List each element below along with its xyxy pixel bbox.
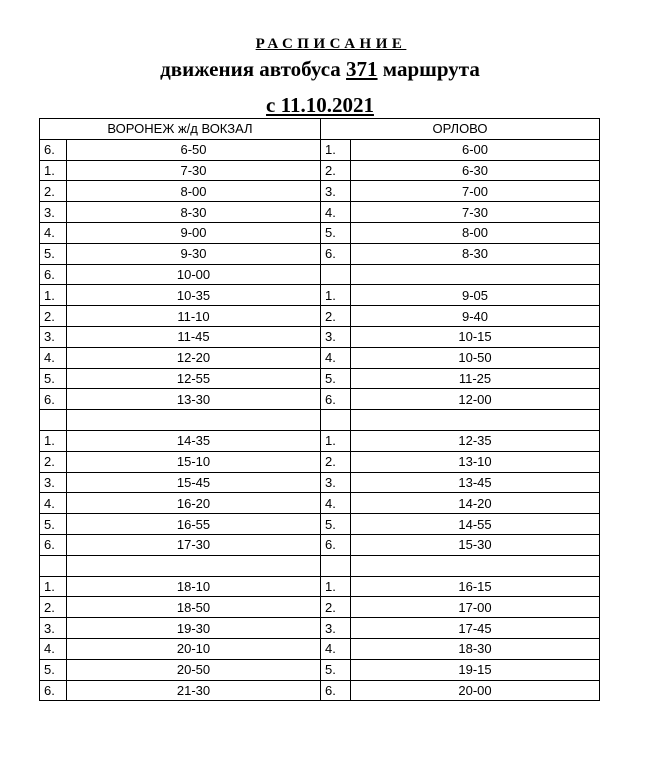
left-departure-time: 20-50	[67, 659, 321, 680]
table-row	[40, 347, 600, 368]
left-trip-number: 5.	[40, 659, 67, 680]
right-trip-number: 5.	[321, 222, 351, 243]
table-row	[40, 326, 600, 347]
left-trip-number: 5.	[40, 243, 67, 264]
column-header-voronezh: ВОРОНЕЖ ж/д ВОКЗАЛ	[40, 119, 321, 140]
left-departure-time: 17-30	[67, 534, 321, 555]
left-trip-number: 6.	[40, 139, 67, 160]
right-trip-number: 6.	[321, 534, 351, 555]
effective-date-text: с 11.10.2021	[266, 93, 374, 117]
left-trip-number: 3.	[40, 202, 67, 223]
left-departure-time: 20-10	[67, 638, 321, 659]
left-departure-time: 9-30	[67, 243, 321, 264]
right-departure-time: 19-15	[351, 659, 600, 680]
left-trip-number: 4.	[40, 347, 67, 368]
left-departure-time: 7-30	[67, 160, 321, 181]
right-departure-time: 8-30	[351, 243, 600, 264]
left-trip-number: 6.	[40, 680, 67, 701]
right-trip-number: 2.	[321, 306, 351, 327]
right-departure-time: 6-30	[351, 160, 600, 181]
page-title	[0, 36, 662, 53]
left-trip-number	[40, 410, 67, 431]
right-trip-number: 6.	[321, 389, 351, 410]
subtitle-prefix: движения автобуса	[160, 57, 347, 81]
right-trip-number: 2.	[321, 597, 351, 618]
left-departure-time: 12-20	[67, 347, 321, 368]
right-departure-time: 20-00	[351, 680, 600, 701]
left-trip-number: 6.	[40, 389, 67, 410]
right-departure-time: 17-00	[351, 597, 600, 618]
right-trip-number: 3.	[321, 472, 351, 493]
table-row	[40, 597, 600, 618]
left-departure-time: 8-30	[67, 202, 321, 223]
right-departure-time: 8-00	[351, 222, 600, 243]
left-trip-number: 3.	[40, 618, 67, 639]
left-departure-time: 11-45	[67, 326, 321, 347]
table-row	[40, 368, 600, 389]
left-departure-time: 15-10	[67, 451, 321, 472]
right-trip-number: 5.	[321, 514, 351, 535]
table-row	[40, 451, 600, 472]
right-trip-number: 4.	[321, 202, 351, 223]
table-row	[40, 472, 600, 493]
left-trip-number: 4.	[40, 638, 67, 659]
route-subtitle	[0, 57, 651, 82]
right-departure-time: 9-40	[351, 306, 600, 327]
left-departure-time: 18-50	[67, 597, 321, 618]
left-trip-number: 2.	[40, 451, 67, 472]
right-departure-time: 15-30	[351, 534, 600, 555]
right-departure-time: 6-00	[351, 139, 600, 160]
right-trip-number: 3.	[321, 326, 351, 347]
right-departure-time: 7-30	[351, 202, 600, 223]
table-row	[40, 618, 600, 639]
right-departure-time: 13-45	[351, 472, 600, 493]
left-trip-number: 3.	[40, 326, 67, 347]
right-departure-time: 17-45	[351, 618, 600, 639]
right-departure-time: 13-10	[351, 451, 600, 472]
table-row	[40, 430, 600, 451]
right-departure-time: 18-30	[351, 638, 600, 659]
right-departure-time: 10-50	[351, 347, 600, 368]
table-row	[40, 139, 600, 160]
table-row	[40, 514, 600, 535]
left-trip-number: 1.	[40, 285, 67, 306]
right-trip-number: 3.	[321, 618, 351, 639]
left-trip-number: 5.	[40, 368, 67, 389]
right-departure-time: 7-00	[351, 181, 600, 202]
right-departure-time: 16-15	[351, 576, 600, 597]
left-departure-time: 18-10	[67, 576, 321, 597]
right-departure-time: 14-20	[351, 493, 600, 514]
left-departure-time: 9-00	[67, 222, 321, 243]
right-trip-number: 1.	[321, 576, 351, 597]
table-row	[40, 389, 600, 410]
left-trip-number: 6.	[40, 264, 67, 285]
effective-date	[0, 93, 651, 118]
right-trip-number: 1.	[321, 285, 351, 306]
right-trip-number: 4.	[321, 347, 351, 368]
right-trip-number: 4.	[321, 493, 351, 514]
left-trip-number: 1.	[40, 430, 67, 451]
table-row	[40, 659, 600, 680]
table-row	[40, 493, 600, 514]
left-trip-number: 2.	[40, 306, 67, 327]
table-row	[40, 222, 600, 243]
table-row	[40, 555, 600, 576]
subtitle-suffix: маршрута	[377, 57, 480, 81]
left-departure-time	[67, 410, 321, 431]
right-trip-number: 4.	[321, 638, 351, 659]
left-trip-number	[40, 555, 67, 576]
left-departure-time: 12-55	[67, 368, 321, 389]
right-departure-time: 12-35	[351, 430, 600, 451]
left-departure-time: 10-00	[67, 264, 321, 285]
table-row	[40, 264, 600, 285]
table-row	[40, 306, 600, 327]
left-trip-number: 3.	[40, 472, 67, 493]
left-trip-number: 4.	[40, 493, 67, 514]
right-departure-time	[351, 264, 600, 285]
right-departure-time: 9-05	[351, 285, 600, 306]
schedule-body	[40, 139, 600, 701]
right-trip-number: 5.	[321, 659, 351, 680]
right-trip-number: 1.	[321, 139, 351, 160]
table-row	[40, 243, 600, 264]
right-departure-time	[351, 555, 600, 576]
right-trip-number	[321, 555, 351, 576]
left-departure-time: 19-30	[67, 618, 321, 639]
left-departure-time: 21-30	[67, 680, 321, 701]
table-header-row	[40, 119, 600, 140]
column-header-orlovo: ОРЛОВО	[321, 119, 600, 140]
table-row	[40, 680, 600, 701]
left-departure-time: 8-00	[67, 181, 321, 202]
schedule-table	[39, 118, 600, 701]
left-trip-number: 1.	[40, 160, 67, 181]
right-trip-number: 5.	[321, 368, 351, 389]
left-trip-number: 6.	[40, 534, 67, 555]
right-trip-number: 2.	[321, 160, 351, 181]
left-departure-time: 14-35	[67, 430, 321, 451]
right-departure-time: 11-25	[351, 368, 600, 389]
right-departure-time: 14-55	[351, 514, 600, 535]
left-departure-time: 16-55	[67, 514, 321, 535]
page-title-text: РАСПИСАНИЕ	[255, 36, 407, 52]
left-departure-time: 6-50	[67, 139, 321, 160]
route-number: 371	[346, 57, 378, 81]
left-departure-time: 11-10	[67, 306, 321, 327]
left-departure-time: 16-20	[67, 493, 321, 514]
right-trip-number	[321, 410, 351, 431]
table-row	[40, 285, 600, 306]
left-trip-number: 1.	[40, 576, 67, 597]
table-row	[40, 576, 600, 597]
left-trip-number: 4.	[40, 222, 67, 243]
table-row	[40, 410, 600, 431]
table-row	[40, 181, 600, 202]
left-departure-time: 13-30	[67, 389, 321, 410]
left-trip-number: 5.	[40, 514, 67, 535]
right-trip-number: 1.	[321, 430, 351, 451]
right-trip-number: 3.	[321, 181, 351, 202]
left-departure-time: 10-35	[67, 285, 321, 306]
left-trip-number: 2.	[40, 597, 67, 618]
right-departure-time: 12-00	[351, 389, 600, 410]
table-row	[40, 160, 600, 181]
table-row	[40, 202, 600, 223]
table-row	[40, 534, 600, 555]
table-row	[40, 638, 600, 659]
right-trip-number: 6.	[321, 243, 351, 264]
left-trip-number: 2.	[40, 181, 67, 202]
left-departure-time: 15-45	[67, 472, 321, 493]
right-departure-time: 10-15	[351, 326, 600, 347]
right-trip-number	[321, 264, 351, 285]
left-departure-time	[67, 555, 321, 576]
right-trip-number: 6.	[321, 680, 351, 701]
right-departure-time	[351, 410, 600, 431]
right-trip-number: 2.	[321, 451, 351, 472]
